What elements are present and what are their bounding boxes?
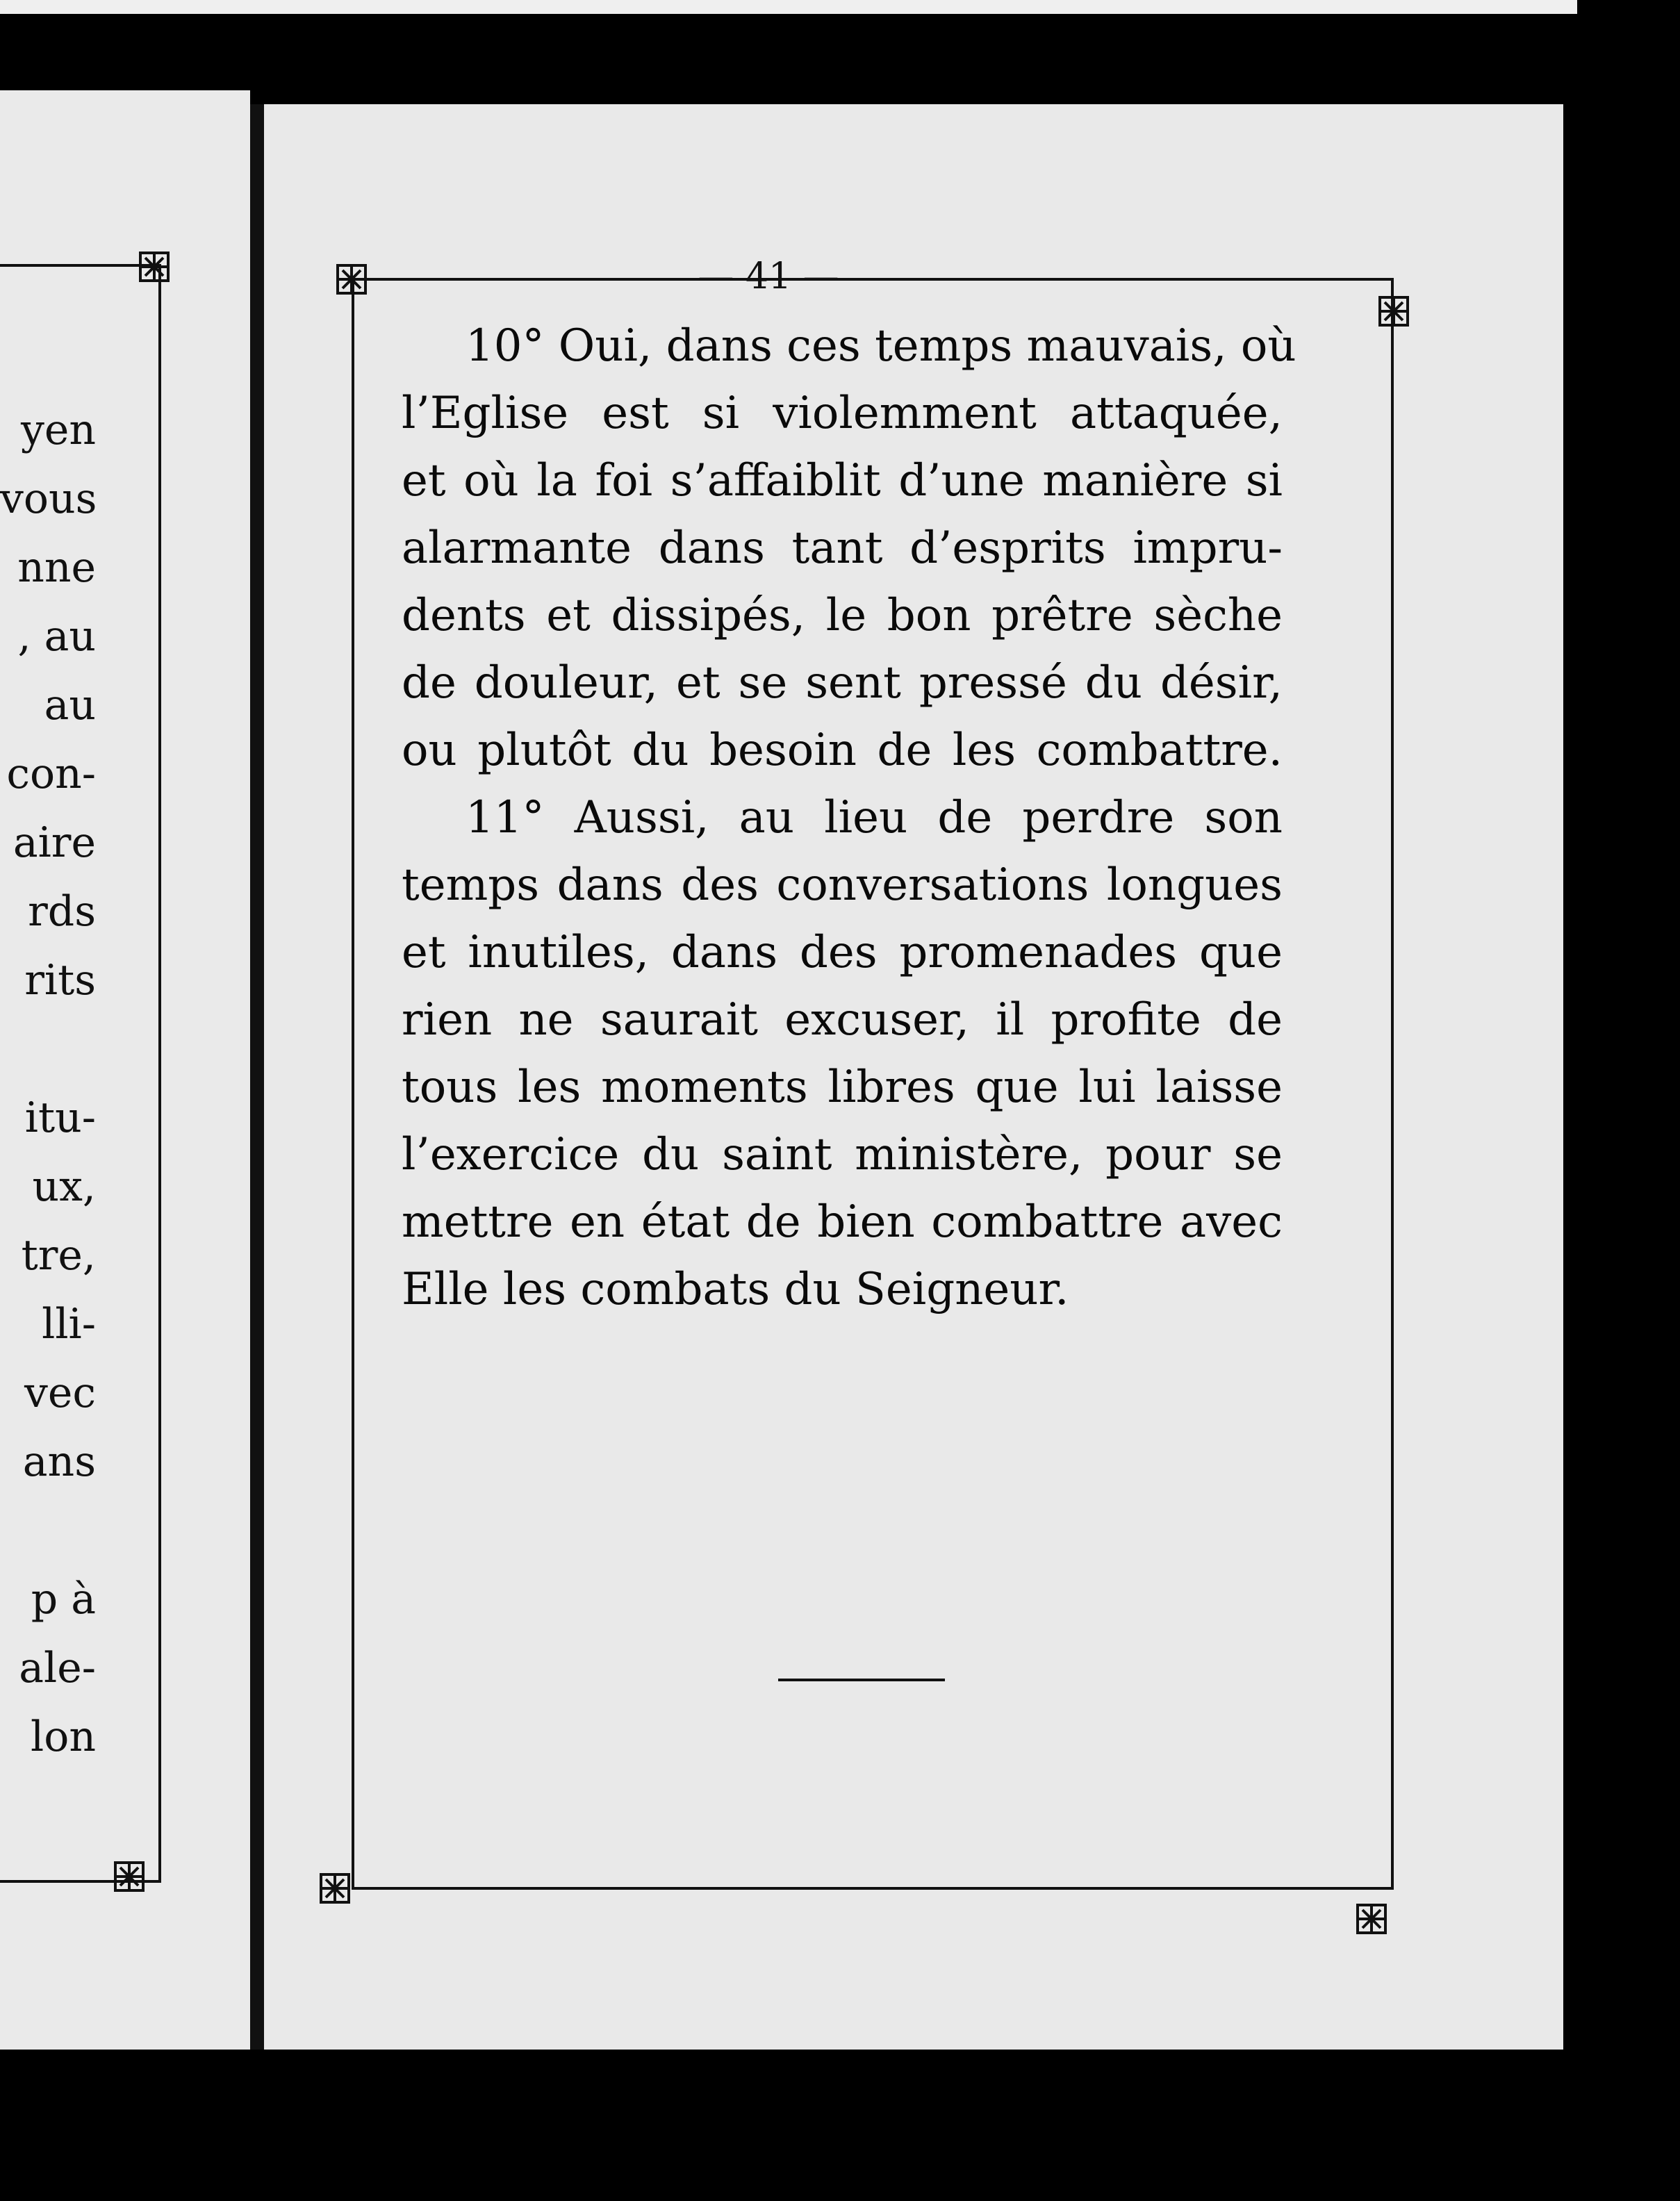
right-page (264, 104, 1563, 2050)
text-line: de douleur, et se sent pressé du désir, (402, 657, 1283, 709)
text-line: 10° Oui, dans ces temps mauvais, où (466, 320, 1296, 372)
text-line: l’exercice du saint ministère, pour se (402, 1129, 1283, 1180)
fleuron-corner-icon (317, 1870, 353, 1906)
left-line (0, 1015, 96, 1084)
text-line: mettre en état de bien combattre avec (402, 1196, 1283, 1248)
text-line: tous les moments libres que lui laisse (402, 1062, 1283, 1113)
page-number: — 41 — (698, 256, 839, 297)
left-page (0, 90, 250, 2050)
left-line: rits (24, 956, 96, 1005)
left-line: aire (13, 818, 96, 867)
left-line: yen (20, 406, 96, 454)
text-line: rien ne saurait excuser, il profite de (402, 994, 1283, 1046)
left-line: con- (6, 750, 96, 798)
scan-dark-edge (1563, 139, 1680, 2050)
text-line: 11° Aussi, au lieu de perdre son (466, 792, 1283, 843)
book-gutter (250, 104, 264, 2050)
top-page-edge (0, 0, 1577, 14)
text-line: alarmante dans tant d’esprits impru- (402, 522, 1283, 574)
left-line: ux, (32, 1162, 96, 1211)
left-line: au (44, 681, 96, 729)
text-line: dents et dissipés, le bon prêtre sèche (402, 590, 1283, 641)
left-page-text-fragments (0, 396, 96, 1772)
left-line: nne (17, 543, 96, 592)
text-line: et inutiles, dans des promenades que (402, 927, 1283, 978)
fleuron-corner-icon (1376, 293, 1412, 329)
fleuron-corner-icon (136, 249, 172, 285)
text-line: et où la foi s’affaiblit d’une manière si (402, 455, 1283, 506)
text-line: temps dans des conversations longues (402, 859, 1283, 911)
left-line: vous (0, 475, 97, 523)
left-line (0, 1497, 96, 1565)
fleuron-corner-icon (1353, 1901, 1390, 1937)
text-line: Elle les combats du Seigneur. (402, 1264, 1069, 1315)
section-end-rule (778, 1679, 945, 1681)
fleuron-corner-icon (111, 1858, 147, 1895)
left-line: lon (31, 1713, 96, 1761)
left-line: vec (24, 1369, 96, 1417)
left-line: itu- (24, 1094, 96, 1142)
text-line: l’Eglise est si violemment attaquée, (402, 388, 1283, 439)
text-line: ou plutôt du besoin de les combattre. (402, 725, 1283, 776)
body-text (402, 313, 1296, 1324)
left-line: rds (28, 887, 96, 936)
left-line: ale- (19, 1644, 96, 1692)
left-line: tre, (21, 1231, 96, 1280)
left-line: ans (22, 1437, 96, 1486)
left-line: p à (31, 1575, 96, 1624)
left-line: lli- (42, 1300, 96, 1349)
left-line: , au (17, 612, 96, 661)
